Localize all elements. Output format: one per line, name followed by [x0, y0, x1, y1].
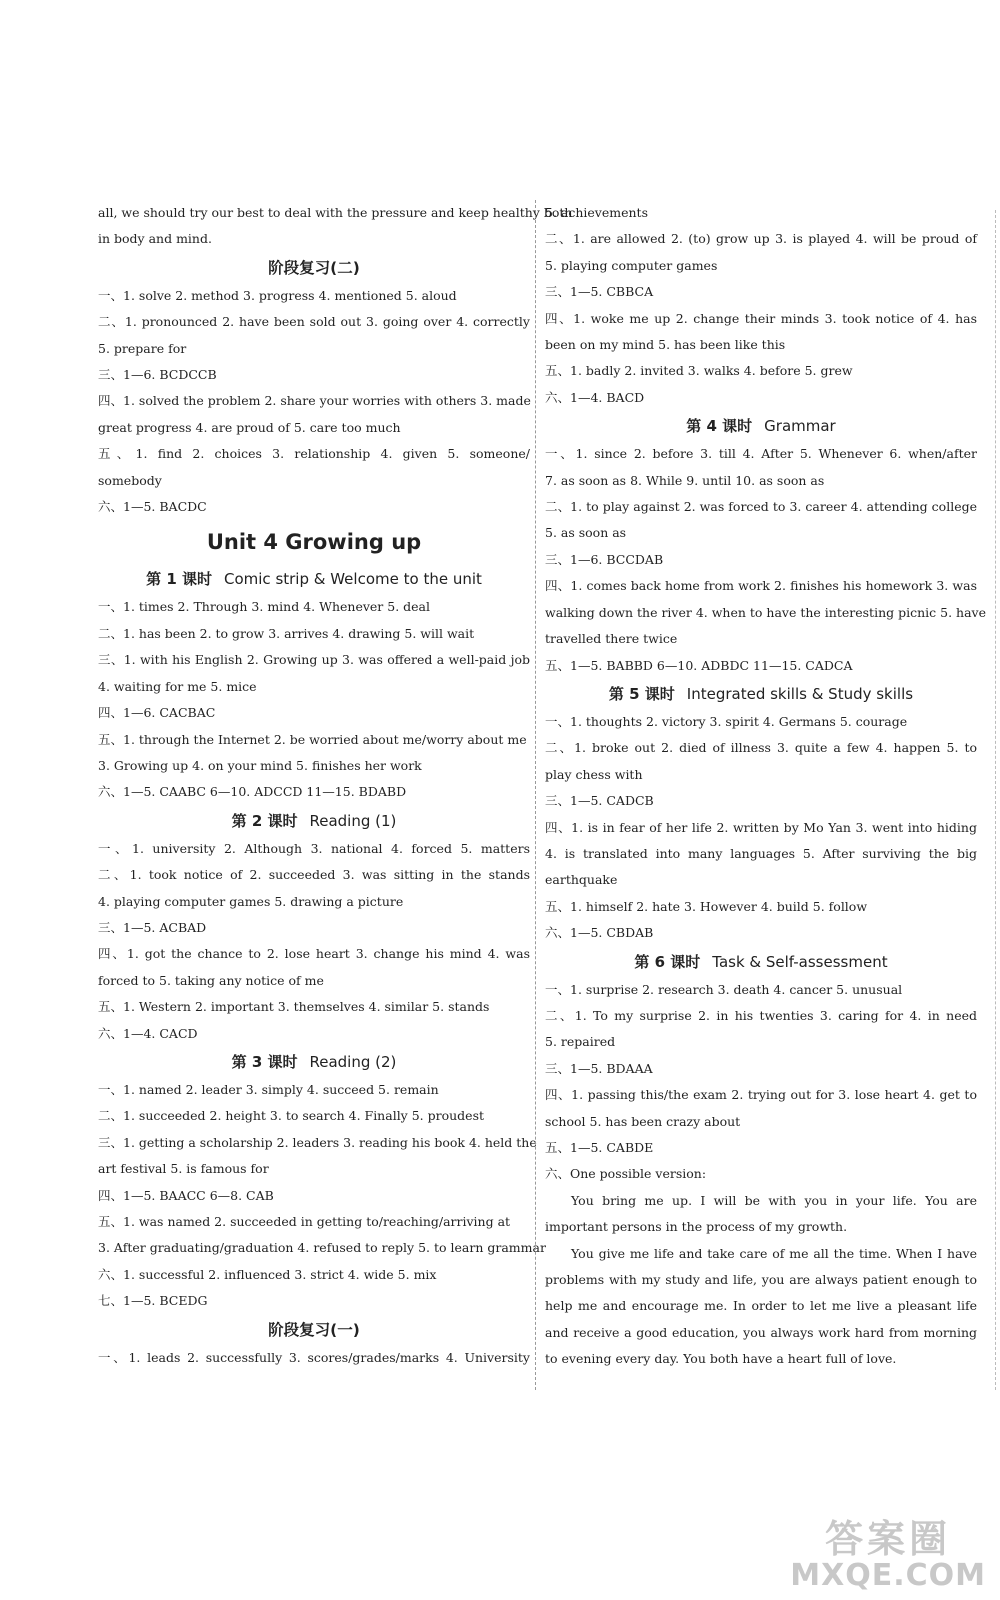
answer-line: 四、1—6. CACBAC [98, 705, 216, 721]
lesson-title: Task & Self-assessment [712, 952, 888, 971]
answer-line: 三、1—5. ACBAD [98, 919, 207, 935]
lesson-number: 第 6 课时 [634, 952, 701, 971]
answer-line: 二、1. are allowed 2. (to) grow up 3. is played 4. will be proud of [545, 231, 977, 247]
answer-line: 六、1—5. BACDC [98, 499, 207, 515]
answer-line: 一、1. thoughts 2. victory 3. spirit 4. Germans 5. courage [545, 713, 908, 729]
answer-line: 3. After graduating/graduation 4. refused to reply 5. to learn grammar [98, 1240, 546, 1256]
answer-line: 一、1. since 2. before 3. till 4. After 5. Whenever 6. when/after [545, 446, 977, 462]
answer-line: 四、1. is in fear of her life 2. written by Mo Yan 3. went into hiding [545, 819, 977, 835]
answer-line: 五、1. was named 2. succeeded in getting to/reaching/arriving at [98, 1214, 511, 1229]
answer-line: 四、1. woke me up 2. change their minds 3. took notice of 4. has [545, 310, 977, 326]
answer-line: 五、1. through the Internet 2. be worried about me/worry about me [98, 731, 527, 747]
answer-line: somebody [98, 472, 162, 488]
lesson-heading [98, 1047, 530, 1077]
essay-paragraph: You give me life and take care of me all the time. When I have problems with my study and life, you are always patient enough to help me and encourage me. In order to let me live a pleasant life and receive a good education, you always work hard from morning to evening every day. You both have a heart full of love. [545, 1245, 977, 1367]
answer-line: earthquake [545, 872, 618, 888]
answer-line: 二、1. pronounced 2. have been sold out 3. going over 4. correctly [98, 314, 530, 330]
answer-line: 5. achievements [545, 205, 648, 220]
lesson-title: Reading (2) [309, 1052, 397, 1071]
answer-line: 四、1—5. BAACC 6—8. CAB [98, 1187, 274, 1203]
answer-line: 三、1—6. BCCDAB [545, 551, 664, 567]
review-heading: 阶段复习(二) [268, 258, 360, 277]
answer-line: 二、1. took notice of 2. succeeded 3. was sitting in the stands [98, 867, 530, 883]
lesson-heading [545, 411, 977, 441]
answer-line: 六、1—5. CAABC 6—10. ADCCD 11—15. BDABD [98, 784, 407, 800]
answer-line: 四、1. solved the problem 2. share your worries with others 3. made [98, 393, 531, 409]
answer-line: 三、1. getting a scholarship 2. leaders 3. reading his book 4. held the [98, 1134, 537, 1150]
answer-line: been on my mind 5. has been like this [545, 337, 786, 353]
lesson-number: 第 4 课时 [686, 417, 753, 436]
answer-line: great progress 4. are proud of 5. care too much [98, 419, 401, 435]
answer-line: 四、1. comes back home from work 2. finishes his homework 3. was [545, 578, 977, 594]
page-edge-line [995, 210, 997, 1390]
lesson-title: Comic strip & Welcome to the unit [224, 570, 482, 589]
answer-line: 一、1. university 2. Although 3. national 4. forced 5. matters [98, 840, 530, 856]
column-divider [535, 200, 537, 1390]
answer-line: 4. waiting for me 5. mice [98, 678, 257, 694]
answer-line: 三、1—5. CBBCA [545, 284, 654, 300]
watermark-logo: 答案圈 MXQE.COM [790, 1517, 986, 1593]
answer-line: 4. is translated into many languages 5. After surviving the big [545, 845, 977, 861]
answer-line: 一、1. surprise 2. research 3. death 4. cancer 5. unusual [545, 981, 903, 997]
answer-line: 3. Growing up 4. on your mind 5. finishes her work [98, 757, 422, 773]
answer-line: 五、1—5. BABBD 6—10. ADBDC 11—15. CADCA [545, 657, 853, 673]
answer-line: 六、One possible version: [545, 1166, 707, 1182]
lesson-number: 第 3 课时 [231, 1052, 298, 1071]
lesson-heading [98, 806, 530, 836]
review-heading: 阶段复习(一) [268, 1320, 360, 1339]
lesson-title: Grammar [764, 417, 836, 436]
answer-line: 三、1. with his English 2. Growing up 3. was offered a well-paid job [98, 652, 530, 668]
answer-line: forced to 5. taking any notice of me [98, 972, 324, 988]
answer-line: 七、1—5. BCEDG [98, 1293, 208, 1309]
answer-line: 五、1. himself 2. hate 3. However 4. build 5. follow [545, 898, 868, 914]
answer-line: 四、1. got the chance to 2. lose heart 3. change his mind 4. was [98, 946, 530, 962]
answer-line: 三、1—5. BDAAA [545, 1060, 653, 1076]
answer-line: 六、1—5. CBDAB [545, 925, 654, 941]
answer-line: 一、1. times 2. Through 3. mind 4. Whenever 5. deal [98, 599, 431, 615]
answer-line: school 5. has been crazy about [545, 1113, 741, 1129]
answer-line: 二、1. broke out 2. died of illness 3. quite a few 4. happen 5. to [545, 740, 977, 756]
answer-line: art festival 5. is famous for [98, 1161, 269, 1177]
answer-line: 六、1—4. BACD [545, 389, 645, 405]
answer-line: in body and mind. [98, 231, 212, 247]
lesson-title: Integrated skills & Study skills [686, 684, 914, 703]
answer-line: play chess with [545, 766, 643, 782]
lesson-heading [545, 947, 977, 977]
answer-line: 五、1. badly 2. invited 3. walks 4. before 5. grew [545, 363, 853, 379]
answer-line: 二、1. To my surprise 2. in his twenties 3. caring for 4. in need [545, 1007, 977, 1023]
lesson-heading [545, 679, 977, 709]
answer-line: 五、1—5. CABDE [545, 1140, 654, 1155]
lesson-number: 第 5 课时 [608, 684, 675, 703]
answer-line: 5. playing computer games [545, 257, 718, 273]
answer-line: 三、1—5. CADCB [545, 793, 654, 809]
answer-line: 六、1. successful 2. influenced 3. strict 4. wide 5. mix [98, 1266, 437, 1282]
right-column [545, 200, 986, 1373]
answer-line: 二、1. has been 2. to grow 3. arrives 4. drawing 5. will wait [98, 625, 475, 641]
lesson-number: 第 2 课时 [231, 811, 298, 830]
answer-line: 一、1. solve 2. method 3. progress 4. mentioned 5. aloud [98, 287, 457, 303]
answer-line: 5. prepare for [98, 340, 187, 356]
essay-paragraph: You bring me up. I will be with you in your life. You are important persons in the process of my growth. [545, 1192, 977, 1235]
lesson-heading [98, 564, 530, 594]
answer-line: 六、1—4. CACD [98, 1025, 198, 1041]
answer-line: 4. playing computer games 5. drawing a picture [98, 893, 404, 909]
answer-line: 一、1. leads 2. successfully 3. scores/grades/marks 4. University [98, 1349, 530, 1365]
answer-line: travelled there twice [545, 631, 678, 647]
answer-line: 三、1—6. BCDCCB [98, 367, 217, 383]
answer-line: walking down the river 4. when to have the interesting picnic 5. have [545, 604, 986, 620]
answer-line: 7. as soon as 8. While 9. until 10. as soon as [545, 472, 825, 488]
answer-line: 5. as soon as [545, 525, 627, 541]
answer-line: 一、1. named 2. leader 3. simply 4. succeed 5. remain [98, 1081, 439, 1097]
answer-line: all, we should try our best to deal with the pressure and keep healthy both [98, 205, 573, 220]
lesson-number: 第 1 课时 [146, 570, 212, 589]
unit-title: Unit 4 Growing up [206, 530, 422, 555]
answer-line: 五、1. Western 2. important 3. themselves 4. similar 5. stands [98, 999, 490, 1015]
lesson-title: Reading (1) [309, 811, 397, 830]
answer-line: 二、1. to play against 2. was forced to 3. career 4. attending college [545, 499, 977, 515]
answer-line: 四、1. passing this/the exam 2. trying out for 3. lose heart 4. get to [545, 1087, 977, 1103]
answer-line: 二、1. succeeded 2. height 3. to search 4. Finally 5. proudest [98, 1108, 485, 1124]
answer-line: 5. repaired [545, 1034, 616, 1050]
answer-line: 五、1. find 2. choices 3. relationship 4. given 5. someone/ [98, 446, 530, 462]
left-column [98, 200, 573, 1371]
